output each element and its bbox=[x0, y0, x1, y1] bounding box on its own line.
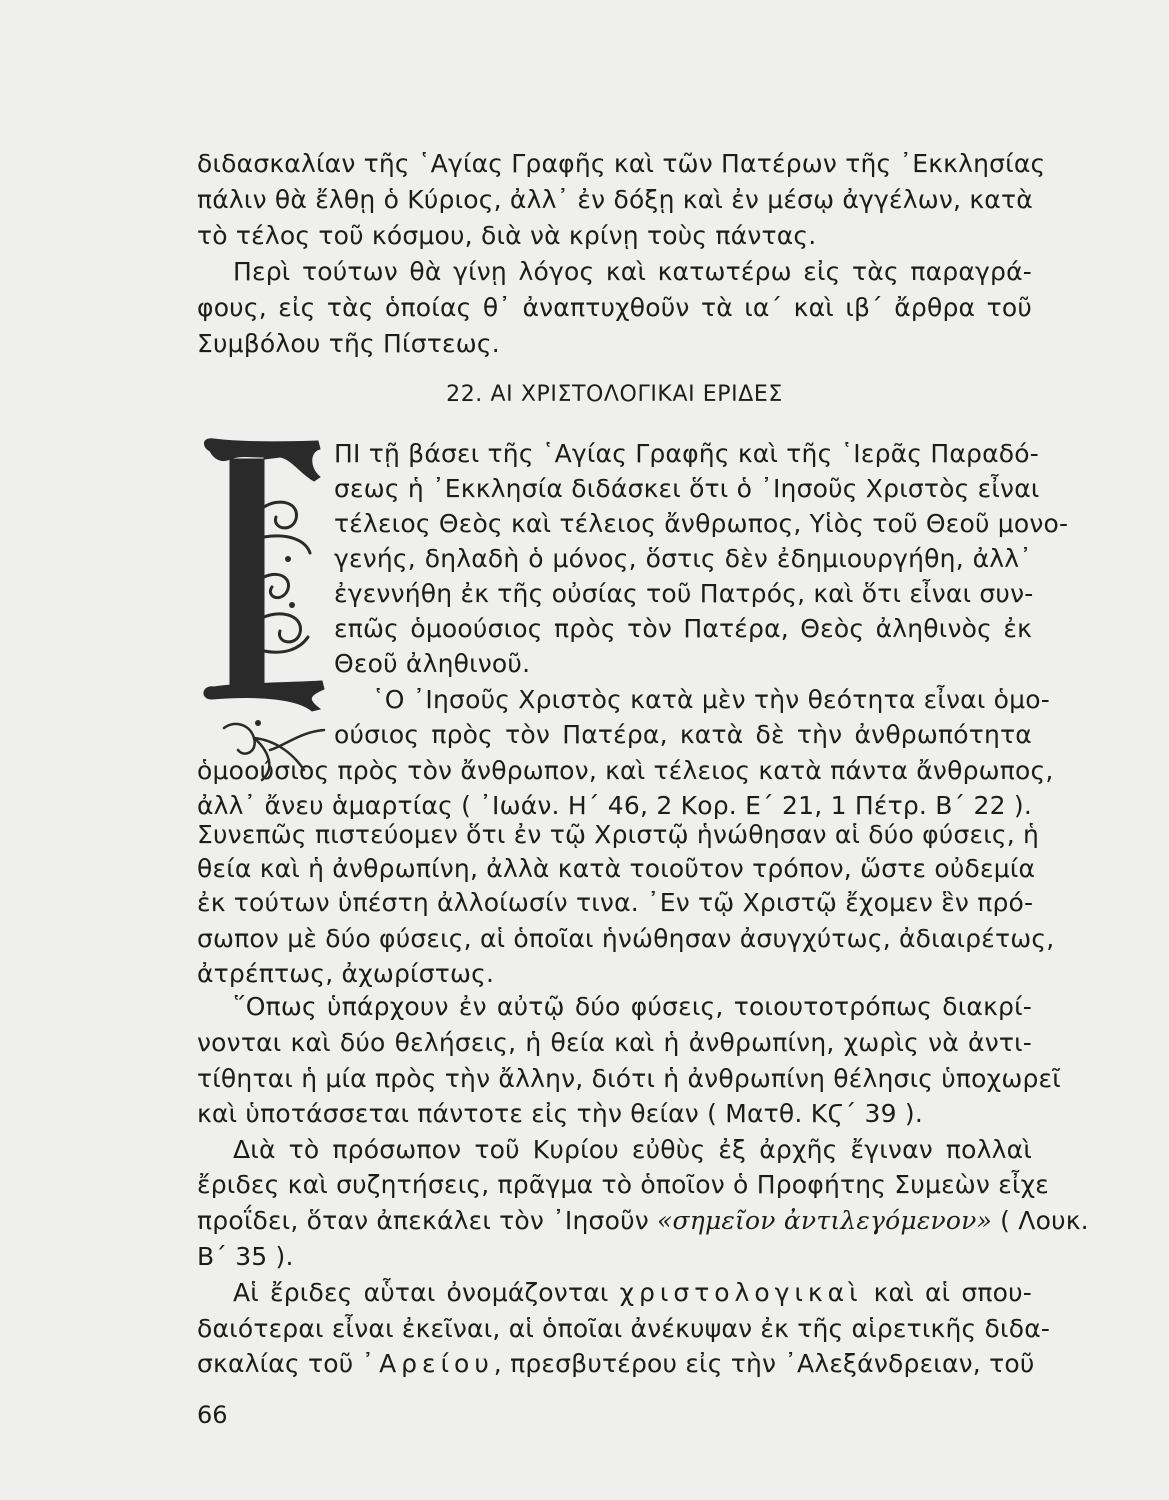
text-line: γενής, δηλαδὴ ὁ μόνος, ὅστις δὲν ἐδημιουργήθη, ἀλλ᾿ bbox=[334, 544, 1032, 573]
text-line: ἀτρέπτως, ἀχωρίστως. bbox=[197, 959, 495, 988]
text-line: καὶ ὑποτάσσεται πάντοτε εἰς τὴν θείαν ( Ματθ. ΚϚ΄ 39 ). bbox=[197, 1099, 924, 1128]
text-line: νονται καὶ δύο θελήσεις, ἡ θεία καὶ ἡ ἀνθρωπίνη, χωρὶς νὰ ἀντι- bbox=[197, 1028, 1032, 1057]
text-fragment: σκαλίας τοῦ bbox=[197, 1349, 362, 1378]
text-line: ούσιος πρὸς τὸν Πατέρα, κατὰ δὲ τὴν ἀνθρωπότητα bbox=[334, 720, 1032, 749]
emphasized-name: ᾿Αρείου bbox=[361, 1349, 494, 1378]
text-fragment: ( Λουκ. bbox=[992, 1206, 1089, 1235]
text-line: Θεοῦ ἀληθινοῦ. bbox=[334, 649, 531, 678]
text-line: σεως ἡ ᾿Εκκλησία διδάσκει ὅτι ὁ ᾿Ιησοῦς Χριστὸς εἶναι bbox=[334, 474, 1040, 503]
text-line-quote bbox=[197, 1204, 1089, 1237]
quoted-phrase: «σημεῖον ἀντιλεγόμενον» bbox=[657, 1206, 993, 1235]
section-heading: 22. ΑΙ ΧΡΙΣΤΟΛΟΓΙΚΑΙ ΕΡΙΔΕΣ bbox=[446, 382, 783, 407]
text-line: Β΄ 35 ). bbox=[197, 1242, 294, 1271]
text-line: ῾Ο ᾿Ιησοῦς Χριστὸς κατὰ μὲν τὴν θεότητα εἶναι ὁμο- bbox=[372, 685, 1050, 714]
initial-tail-flourish-icon bbox=[214, 720, 334, 784]
page-number: 66 bbox=[197, 1401, 228, 1429]
text-line: δαιότεραι εἶναι ἐκεῖναι, αἱ ὁποῖαι ἀνέκυψαν ἐκ τῆς αἱρετικῆς διδα- bbox=[197, 1314, 1051, 1343]
text-line: ὁμοούσιος πρὸς τὸν ἄνθρωπον, καὶ τέλειος κατὰ πάντα ἄνθρωπος, bbox=[197, 756, 1054, 785]
emphasized-term: χριστολογικαὶ bbox=[619, 1278, 863, 1307]
text-line bbox=[233, 1276, 1032, 1309]
text-line: διδασκαλίαν τῆς ῾Αγίας Γραφῆς καὶ τῶν Πατέρων τῆς ᾿Εκκλησίας bbox=[197, 149, 1046, 178]
text-line: Διὰ τὸ πρόσωπον τοῦ Κυρίου εὐθὺς ἐξ ἀρχῆς ἔγιναν πολλαὶ bbox=[233, 1135, 1032, 1164]
text-line: ΠΙ τῇ βάσει τῆς ῾Αγίας Γραφῆς καὶ τῆς ῾Ιερᾶς Παραδό- bbox=[334, 439, 1039, 468]
ornate-initial-e bbox=[200, 437, 328, 727]
text-fragment: Αἱ ἔριδες αὗται ὀνομάζονται bbox=[233, 1278, 620, 1307]
text-line: Συμβόλου τῆς Πίστεως. bbox=[197, 329, 500, 358]
text-line: ἐκ τούτων ὑπέστη ἀλλοίωσίν τινα. ᾿Εν τῷ Χριστῷ ἔχομεν ἓν πρό- bbox=[197, 888, 1034, 917]
text-line: ἐγεννήθη ἐκ τῆς οὐσίας τοῦ Πατρός, καὶ ὅτι εἶναι συν- bbox=[334, 579, 1034, 608]
text-line: ῞Οπως ὑπάρχουν ἐν αὐτῷ δύο φύσεις, τοιουτοτρόπως διακρί- bbox=[233, 992, 1032, 1021]
text-line: θεία καὶ ἡ ἀνθρωπίνη, ἀλλὰ κατὰ τοιοῦτον τρόπον, ὥστε οὐδεμία bbox=[197, 854, 1036, 883]
text-fragment: καὶ αἱ σπου- bbox=[862, 1278, 1032, 1307]
text-line: Συνεπῶς πιστεύομεν ὅτι ἐν τῷ Χριστῷ ἡνώθησαν αἱ δύο φύσεις, ἡ bbox=[197, 820, 1040, 849]
text-line: τὸ τέλος τοῦ κόσμου, διὰ νὰ κρίνῃ τοὺς πάντας. bbox=[197, 221, 817, 250]
text-line: τίθηται ἡ μία πρὸς τὴν ἄλλην, διότι ἡ ἀνθρωπίνη θέλησις ὑποχωρεῖ bbox=[197, 1064, 1061, 1093]
text-line bbox=[197, 1347, 1035, 1380]
text-fragment: , πρεσβυτέρου εἰς τὴν ᾿Αλεξάνδρειαν, τοῦ bbox=[493, 1349, 1035, 1378]
text-line: τέλειος Θεὸς καὶ τέλειος ἄνθρωπος, Υἱὸς τοῦ Θεοῦ μονο- bbox=[334, 509, 1069, 538]
text-line: πάλιν θὰ ἔλθῃ ὁ Κύριος, ἀλλ᾿ ἐν δόξῃ καὶ ἐν μέσῳ ἀγγέλων, κατὰ bbox=[197, 185, 1033, 214]
text-line: επῶς ὁμοούσιος πρὸς τὸν Πατέρα, Θεὸς ἀληθινὸς ἐκ bbox=[334, 614, 1032, 643]
text-line: φους, εἰς τὰς ὁποίας θ᾿ ἀναπτυχθοῦν τὰ ια΄ καὶ ιβ΄ ἄρθρα τοῦ bbox=[197, 293, 1032, 322]
text-line: ἀλλ᾿ ἄνευ ἁμαρτίας ( ᾿Ιωάν. Η΄ 46, 2 Κορ. Ε΄ 21, 1 Πέτρ. Β΄ 22 ). bbox=[197, 791, 1032, 820]
text-line: σωπον μὲ δύο φύσεις, αἱ ὁποῖαι ἡνώθησαν ἀσυγχύτως, ἀδιαιρέτως, bbox=[197, 924, 1055, 953]
text-fragment: προΐδει, ὅταν ἀπεκάλει τὸν ᾿Ιησοῦν bbox=[197, 1206, 658, 1235]
text-line: Περὶ τούτων θὰ γίνῃ λόγος καὶ κατωτέρω εἰς τὰς παραγρά- bbox=[233, 257, 1032, 286]
text-line: ἔριδες καὶ συζητήσεις, πρᾶγμα τὸ ὁποῖον ὁ Προφήτης Συμεὼν εἶχε bbox=[197, 1170, 1049, 1199]
